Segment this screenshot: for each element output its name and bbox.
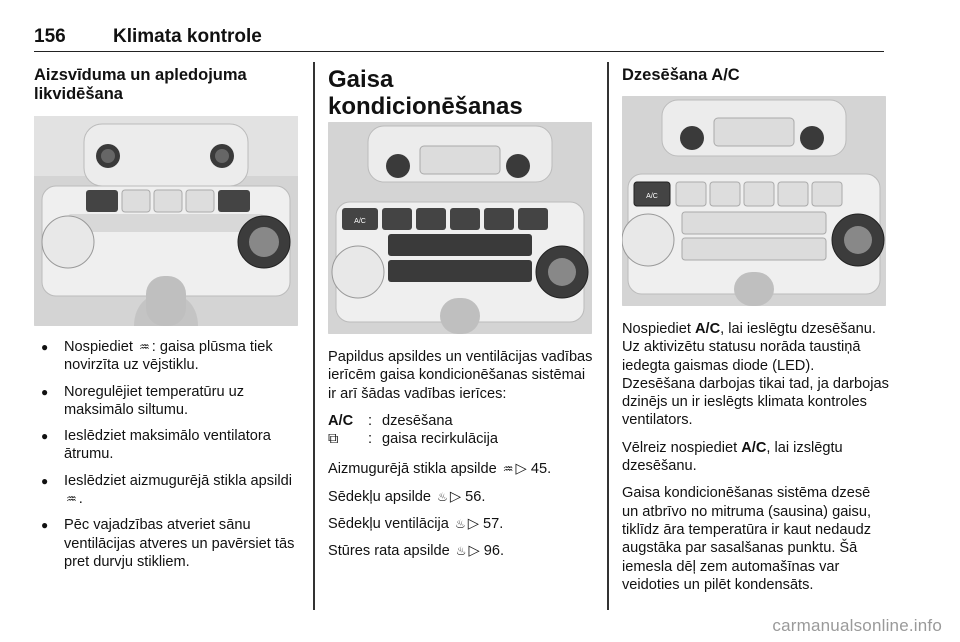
windscreen-defrost-icon: ♒ (139, 340, 150, 354)
definition-row: A/C : dzesēšana (328, 412, 453, 429)
cooling-paragraph-3: Gaisa kondicionēšanas sistēma dzesē un atbrīvo no mitruma (sausina) gaisu, tiklīdz āra temperatūra ir kaut nedaudz augstāka par sasalšanas punktu. Šā iemesla dēļ zem automašīnas var veidoties un pilēt kondensāts. (622, 485, 872, 593)
ac-key: A/C (328, 412, 354, 429)
cooling-paragraph-1: Nospiediet A/C, lai ieslēgtu dzesēšanu. Uz aktivizētu statusu norāda taustiņā iedegta gaismas diode (LED). Dzesēšana darbojas tikai tad, ja darbojas dzinējs un ir ieslēgts klimata kontroles ventilators. (622, 321, 889, 429)
column-air-conditioning (328, 60, 593, 620)
section-title-ac: Gaisa kondicionēšanas (328, 66, 523, 120)
recirculation-icon: ⧉ (328, 431, 339, 448)
ac-description (328, 348, 596, 570)
reference-line: Aizmugurējā stikla apsilde ♒ ▷ 45. (328, 461, 552, 478)
ac-intro: Papildus apsildes un ventilācijas vadības ierīcēm gaisa kondicionēšanas sistēmai ir arī šādas vadības ierīces: (328, 349, 593, 402)
page-number: 156 (34, 26, 66, 47)
section-title-defrost: Aizsvīduma un apledojuma likvidēšana (34, 66, 247, 103)
section-title-cooling: Dzesēšana A/C (622, 66, 740, 84)
seat-heating-icon: ♨ (437, 489, 448, 504)
cooling-description (622, 320, 890, 603)
page-ref-arrow-icon: ▷ (449, 488, 462, 505)
ac-key: A/C (695, 321, 721, 337)
defrost-steps (34, 338, 302, 579)
ac-button-label: A/C (354, 218, 366, 225)
column-defrost (34, 60, 299, 620)
column-divider (607, 62, 609, 610)
page-header (34, 26, 884, 52)
list-item: ● Ieslēdziet aizmugurējā stikla apsildi ♒ . (34, 472, 302, 509)
list-item: ● Pēc vajadzības atveriet sānu ventilācijas atveres un pavērsiet tās pret durvju stikliem. (34, 516, 302, 571)
chapter-title: Klimata kontrole (113, 26, 262, 47)
rear-window-heating-icon: ♒ (502, 462, 514, 477)
reference-line: Sēdekļu ventilācija ♨ ▷ 57. (328, 516, 504, 533)
climate-panel-photo-2 (328, 122, 592, 334)
seat-ventilation-icon: ♨ (454, 517, 466, 532)
page-ref-arrow-icon: ▷ (468, 543, 480, 560)
climate-panel-photo-1 (34, 116, 298, 326)
reference-line: Sēdekļu apsilde ♨ ▷ 56. (328, 488, 486, 505)
ac-key: A/C (741, 439, 767, 456)
list-item: ● Ieslēdziet maksimālo ventilatora ātrumu. (34, 427, 302, 464)
definition-row: ⧉ : gaisa recirkulācija (328, 431, 498, 448)
page-ref-arrow-icon: ▷ (467, 516, 479, 533)
column-ac-cooling (622, 60, 887, 620)
climate-panel-photo-3 (622, 96, 886, 306)
list-item: ● Nospiediet ♒ : gaisa plūsma tiek novirzīta uz vējstiklu. (34, 338, 302, 375)
ac-button-label: A/C (646, 193, 658, 200)
reference-line: Stūres rata apsilde ♨ ▷ 96. (328, 543, 505, 560)
rear-window-heating-icon: ♒ (66, 492, 77, 507)
list-item: ● Noregulējiet temperatūru uz maksimālo siltumu. (34, 383, 302, 420)
page-ref-arrow-icon: ▷ (515, 461, 527, 478)
watermark: carmanualsonline.info (772, 616, 942, 635)
steering-wheel-heating-icon: ♨ (455, 544, 467, 559)
column-divider (313, 62, 315, 610)
cooling-paragraph-2: Vēlreiz nospiediet A/C, lai izslēgtu dzesēšanu. (622, 439, 843, 475)
